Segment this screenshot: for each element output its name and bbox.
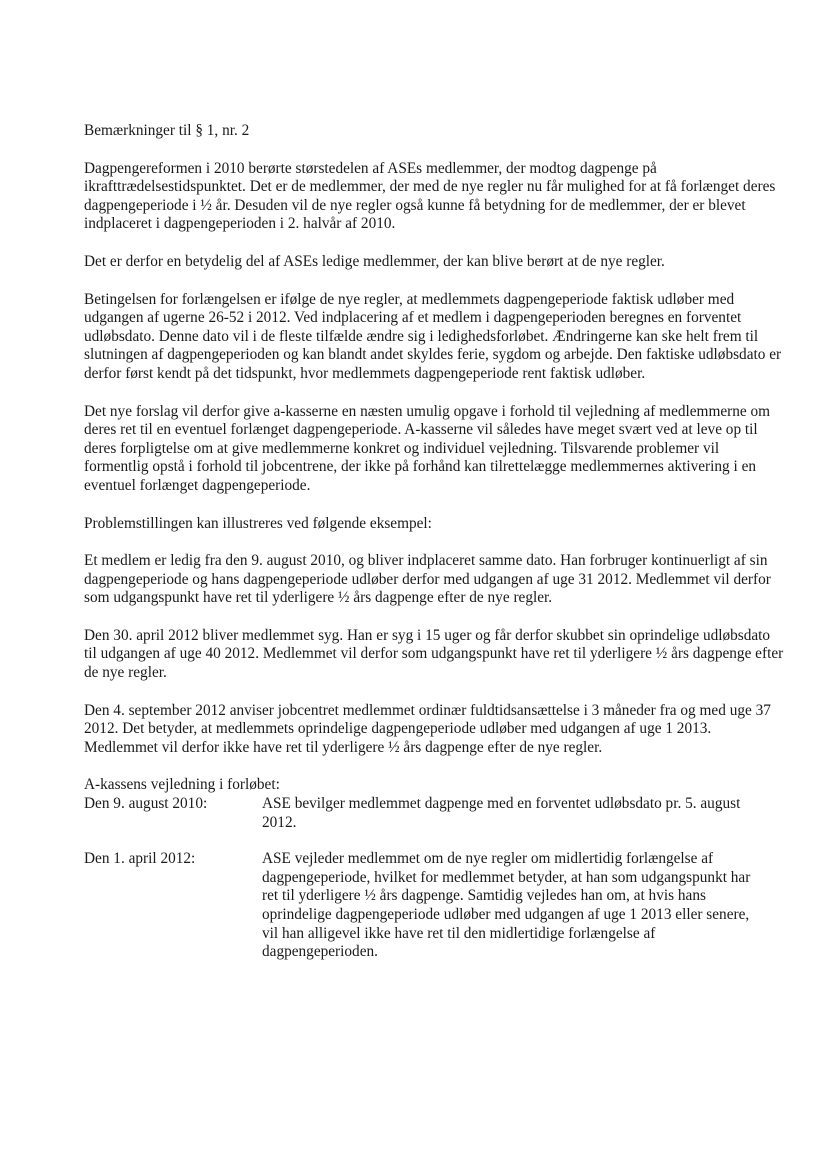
guidance-log-title: A-kassens vejledning i forløbet: <box>84 776 280 794</box>
paragraph-example-intro: Problemstillingen kan illustreres ved følgende eksempel: <box>84 514 432 532</box>
paragraph-guidance-problem: Det nye forslag vil derfor give a-kasserne en næsten umulig opgave i forhold til vejledning af medlemmerne om deres ret til en eventuel forlænget dagpengeperiode. A-kasserne vil således have meget svært ved at leve op til deres forpligtelse om at give medlemmerne konkret og individuel vejledning. Tilsvarende problemer vil formentlig opstå i forhold til jobcentrene, der ikke på forhånd kan tilrettelægge medlemmernes aktivering i en eventuel forlænget dagpengeperiode. <box>84 402 771 494</box>
document-page <box>84 122 784 962</box>
guidance-log-entry <box>84 850 784 962</box>
paragraph-example-start: Et medlem er ledig fra den 9. august 2010, og bliver indplaceret samme dato. Han forbruger kontinuerligt af sin dagpengeperiode og hans dagpengeperiode udløber derfor med udgangen af uge 31 2012. Medlemmet vil derfor som udgangspunkt have ret til yderligere ½ års dagpenge efter de nye regler. <box>84 552 771 607</box>
paragraph-reform: Dagpengereformen i 2010 berørte størstedelen af ASEs medlemmer, der modtog dagpenge på ikrafttrædelsestidspunktet. Det er de medlemmer, der med de nye regler nu får mulighed for at få forlænget deres dagpengeperiode i ½ år. Desuden vil de nye regler også kunne få betydning for de medlemmer, der er blevet indplaceret i dagpengeperioden i 2. halvår af 2010. <box>84 159 776 233</box>
section-heading: Bemærkninger til § 1, nr. 2 <box>84 122 250 139</box>
guidance-log-date: Den 1. april 2012: <box>84 850 196 868</box>
paragraph-affected-members: Det er derfor en betydelig del af ASEs ledige medlemmer, der kan blive berørt at de nye regler. <box>84 252 665 270</box>
guidance-log-text: ASE bevilger medlemmet dagpenge med en forventet udløbsdato pr. 5. august 2012. <box>262 795 741 831</box>
guidance-log-date: Den 9. august 2010: <box>84 795 208 813</box>
paragraph-example-employment: Den 4. september 2012 anviser jobcentret medlemmet ordinær fuldtidsansættelse i 3 måneder fra og med uge 37 2012. Det betyder, at medlemmets oprindelige dagpengeperiode udløber med udgangen af uge 1 2013. Medlemmet vil derfor ikke have ret til yderligere ½ års dagpenge efter de nye regler. <box>84 701 771 756</box>
paragraph-example-sickness: Den 30. april 2012 bliver medlemmet syg. Han er syg i 15 uger og får derfor skubbet sin oprindelige udløbsdato til udgangen af uge 40 2012. Medlemmet vil derfor som udgangspunkt have ret til yderligere ½ års dagpenge efter de nye regler. <box>84 626 784 682</box>
guidance-log <box>84 776 784 961</box>
guidance-log-text: ASE vejleder medlemmet om de nye regler om midlertidig forlængelse af dagpengeperiode, hvilket for medlemmet betyder, at han som udgangspunkt har ret til yderligere ½ års dagpenge. Samtidig vejledes han om, at hvis hans oprindelige dagpengeperiode udløber med udgangen af uge 1 2013 eller senere, vil han alligevel ikke have ret til den midlertidige forlængelse af dagpengeperioden. <box>262 850 751 961</box>
guidance-log-entry <box>84 795 784 832</box>
paragraph-condition: Betingelsen for forlængelsen er ifølge de nye regler, at medlemmets dagpengeperiode faktisk udløber med udgangen af ugerne 26-52 i 2012. Ved indplacering af et medlem i dagpengeperioden beregnes en forventet udløbsdato. Denne dato vil i de fleste tilfælde ændre sig i ledighedsforløbet. Ændringerne kan ske helt frem til slutningen af dagpengeperioden og kan blandt andet skyldes ferie, sygdom og arbejde. Den faktiske udløbsdato er derfor først kendt på det tidspunkt, hvor medlemmets dagpengeperiode rent faktisk udløber. <box>84 290 782 382</box>
